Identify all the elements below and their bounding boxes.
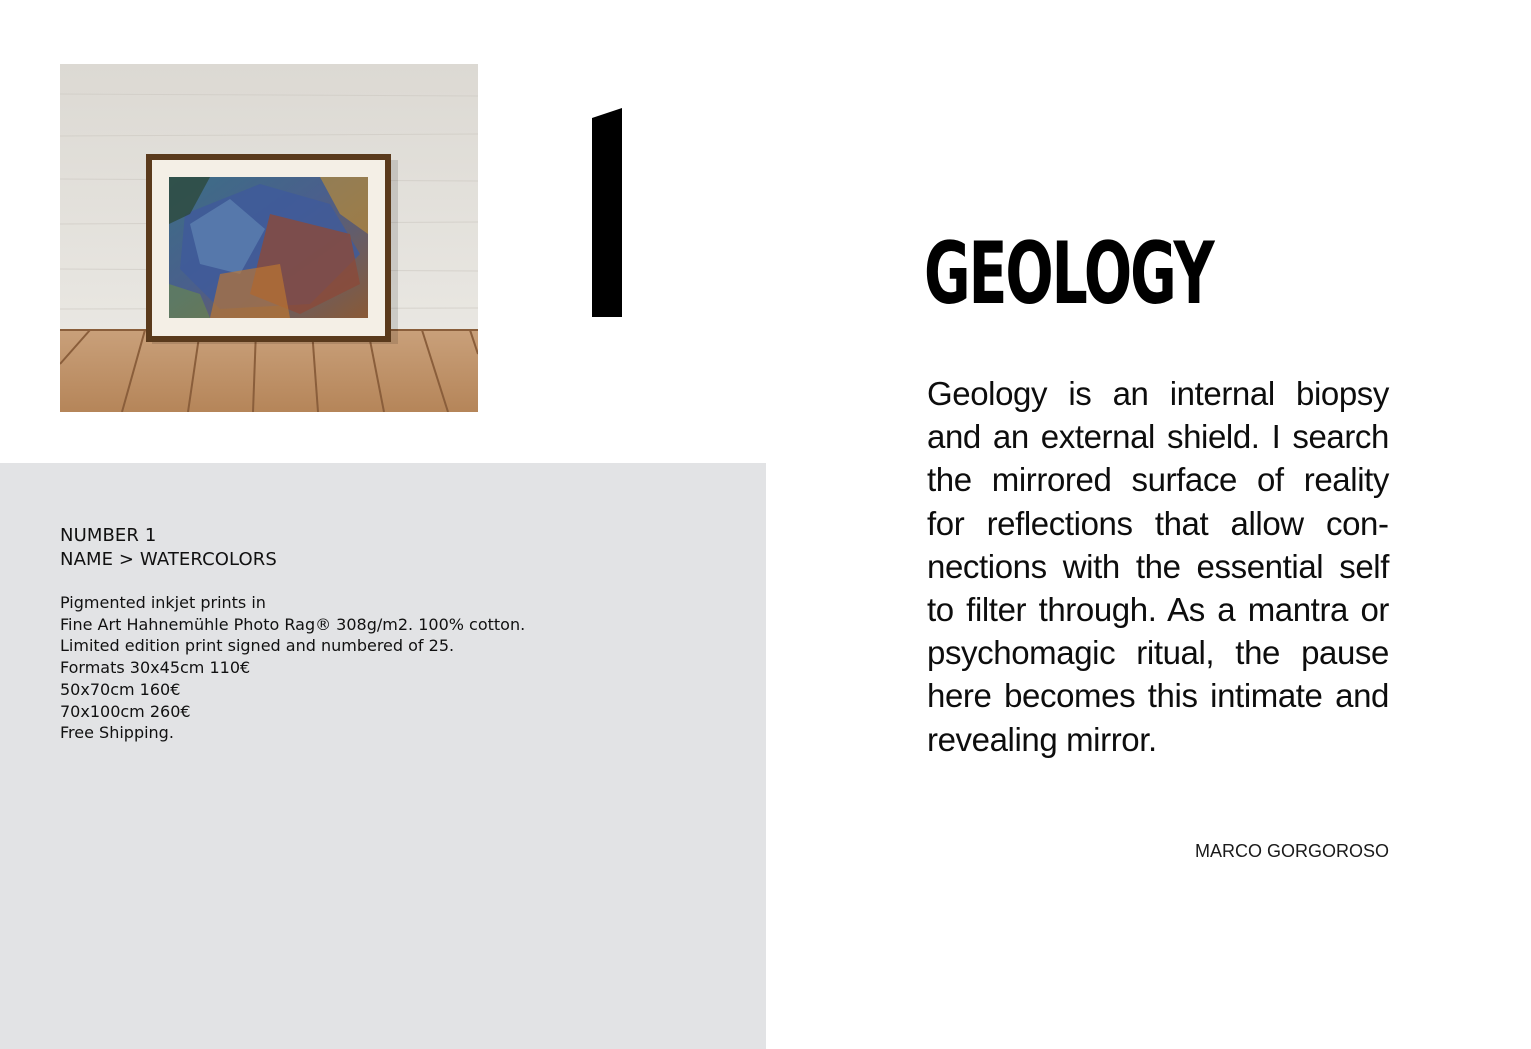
spec-line: Formats 30x45cm 110€ xyxy=(60,658,251,678)
section-title: GEOLOGY xyxy=(924,224,1213,324)
spec-line: 50x70cm 160€ xyxy=(60,679,181,699)
artwork-specs xyxy=(60,592,525,744)
artwork-meta xyxy=(60,524,277,572)
spec-line: 70x100cm 260€ xyxy=(60,701,191,721)
spec-line: Limited edition print signed and numbered of 25. xyxy=(60,636,455,656)
artwork-name: NAME > WATERCOLORS xyxy=(60,549,277,570)
artist-statement: Geology is an internal biopsy and an external shield. I search the mirrored surface of reality for reflections that allow connections with the essential self to filter through. As a mantra or psychomagic ritual, the pause here becomes this intimate and revealing mirror. xyxy=(927,375,1389,758)
section-roman-numeral xyxy=(592,108,622,317)
spec-line: Pigmented inkjet prints in xyxy=(60,593,266,612)
spec-line: Free Shipping. xyxy=(60,723,174,743)
author-name: MARCO GORGOROSO xyxy=(1194,841,1389,861)
spec-line: Fine Art Hahnemühle Photo Rag® 308g/m2. 100% cotton. xyxy=(60,614,526,634)
artwork-number: NUMBER 1 xyxy=(60,525,157,546)
framed-print-mockup-image xyxy=(60,64,478,412)
